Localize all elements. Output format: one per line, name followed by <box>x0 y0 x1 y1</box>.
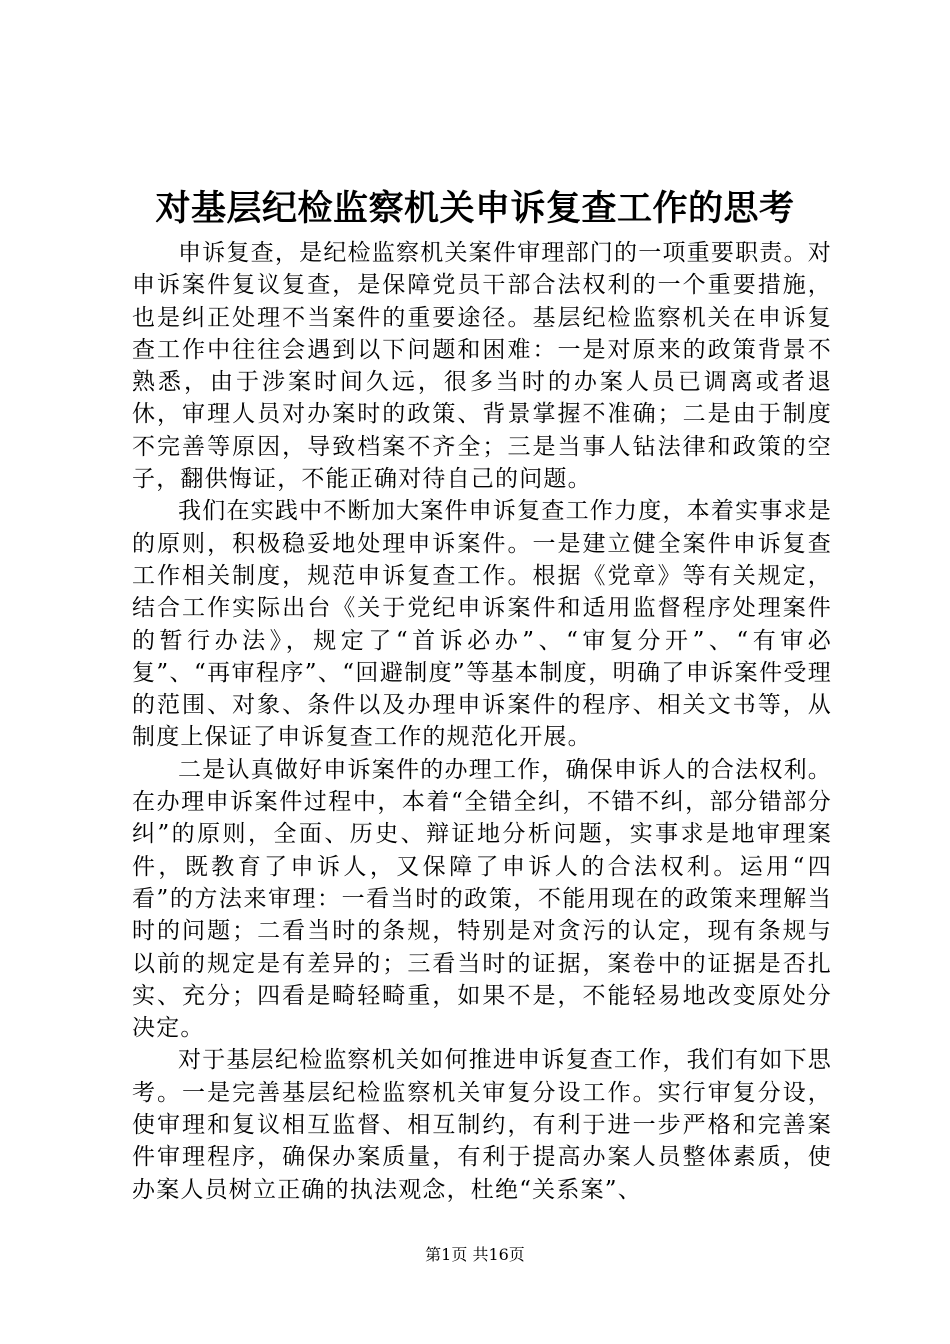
page-number: 第1页 共16页 <box>425 1245 525 1264</box>
document-title: 对基层纪检监察机关申诉复查工作的思考 <box>155 188 795 229</box>
body-paragraph: 申诉复查，是纪检监察机关案件审理部门的一项重要职责。对申诉案件复议复查，是保障党员干部合法权利的一个重要措施，也是纠正处理不当案件的重要途径。基层纪检监察机关在申诉复查工作中往往会遇到以下问题和困难：一是对原来的政策背景不熟悉，由于涉案时间久远，很多当时的办案人员已调离或者退休，审理人员对办案时的政策、背景掌握不准确；二是由于制度不完善等原因，导致档案不齐全；三是当事人钻法律和政策的空子，翻供悔证，不能正确对待自己的问题。 <box>132 240 832 493</box>
body-paragraph: 我们在实践中不断加大案件申诉复查工作力度，本着实事求是的原则，积极稳妥地处理申诉案件。一是建立健全案件申诉复查工作相关制度，规范申诉复查工作。根据《党章》等有关规定，结合工作实际出台《关于党纪申诉案件和适用监督程序处理案件的暂行办法》，规定了“首诉必办”、“审复分开”、“有审必复”、“再审程序”、“回避制度”等基本制度，明确了申诉案件受理的范围、对象、条件以及办理申诉案件的程序、相关文书等，从制度上保证了申诉复查工作的规范化开展。 <box>132 498 832 751</box>
document-body <box>132 237 832 1206</box>
body-paragraph: 二是认真做好申诉案件的办理工作，确保申诉人的合法权利。在办理申诉案件过程中，本着“全错全纠，不错不纠，部分错部分纠”的原则，全面、历史、辩证地分析问题，实事求是地审理案件，既教育了申诉人，又保障了申诉人的合法权利。运用“四看”的方法来审理：一看当时的政策，不能用现在的政策来理解当时的问题；二看当时的条规，特别是对贪污的认定，现有条规与以前的规定是有差异的；三看当时的证据，案卷中的证据是否扎实、充分；四看是畸轻畸重，如果不是，不能轻易地改变原处分决定。 <box>132 756 832 1042</box>
body-paragraph: 对于基层纪检监察机关如何推进申诉复查工作，我们有如下思考。一是完善基层纪检监察机关审复分设工作。实行审复分设，使审理和复议相互监督、相互制约，有利于进一步严格和完善案件审理程序，确保办案质量，有利于提高办案人员整体素质，使办案人员树立正确的执法观念，杜绝“关系案”、 <box>132 1047 832 1203</box>
